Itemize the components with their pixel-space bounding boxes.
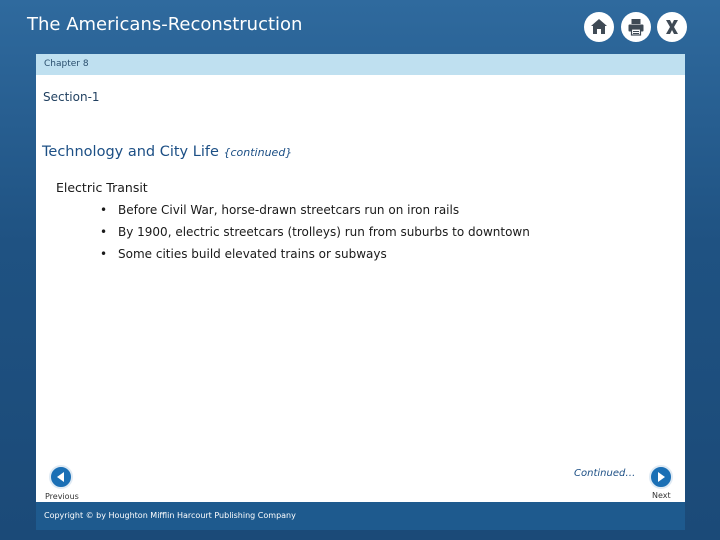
arrow-right-icon [655, 468, 667, 487]
previous-label[interactable]: Previous [45, 492, 79, 501]
next-label[interactable]: Next [652, 491, 671, 500]
home-button[interactable] [584, 12, 614, 42]
list-item-text: Before Civil War, horse-drawn streetcars run on iron rails [118, 203, 460, 217]
section-label: Section-1 [43, 90, 100, 104]
bullet-icon: • [100, 247, 108, 261]
close-button[interactable] [657, 12, 687, 42]
list-item [100, 224, 530, 246]
list-item [100, 246, 530, 268]
bullet-list [100, 202, 530, 268]
close-icon [663, 18, 681, 36]
subheading: Electric Transit [56, 180, 148, 195]
chapter-band [36, 54, 685, 75]
next-button[interactable] [649, 465, 673, 489]
chapter-label: Chapter 8 [44, 59, 89, 69]
list-item-text: Some cities build elevated trains or subways [118, 247, 387, 261]
bullet-icon: • [100, 203, 108, 217]
home-icon [590, 18, 608, 36]
slide-title [42, 144, 292, 160]
continued-label: Continued… [574, 468, 636, 479]
print-button[interactable] [621, 12, 651, 42]
copyright-text: Copyright © by Houghton Mifflin Harcourt Publishing Company [44, 511, 296, 520]
print-icon [627, 18, 645, 36]
app-title: The Americans-Reconstruction [27, 14, 303, 35]
slide-panel [36, 54, 685, 530]
bullet-icon: • [100, 225, 108, 239]
previous-button[interactable] [49, 465, 73, 489]
slide-title-text: Technology and City Life [42, 144, 219, 160]
list-item-text: By 1900, electric streetcars (trolleys) run from suburbs to downtown [118, 225, 530, 239]
footer-bar [36, 502, 685, 530]
arrow-left-icon [55, 468, 67, 487]
list-item [100, 202, 530, 224]
slide-title-continued: {continued} [223, 146, 293, 159]
